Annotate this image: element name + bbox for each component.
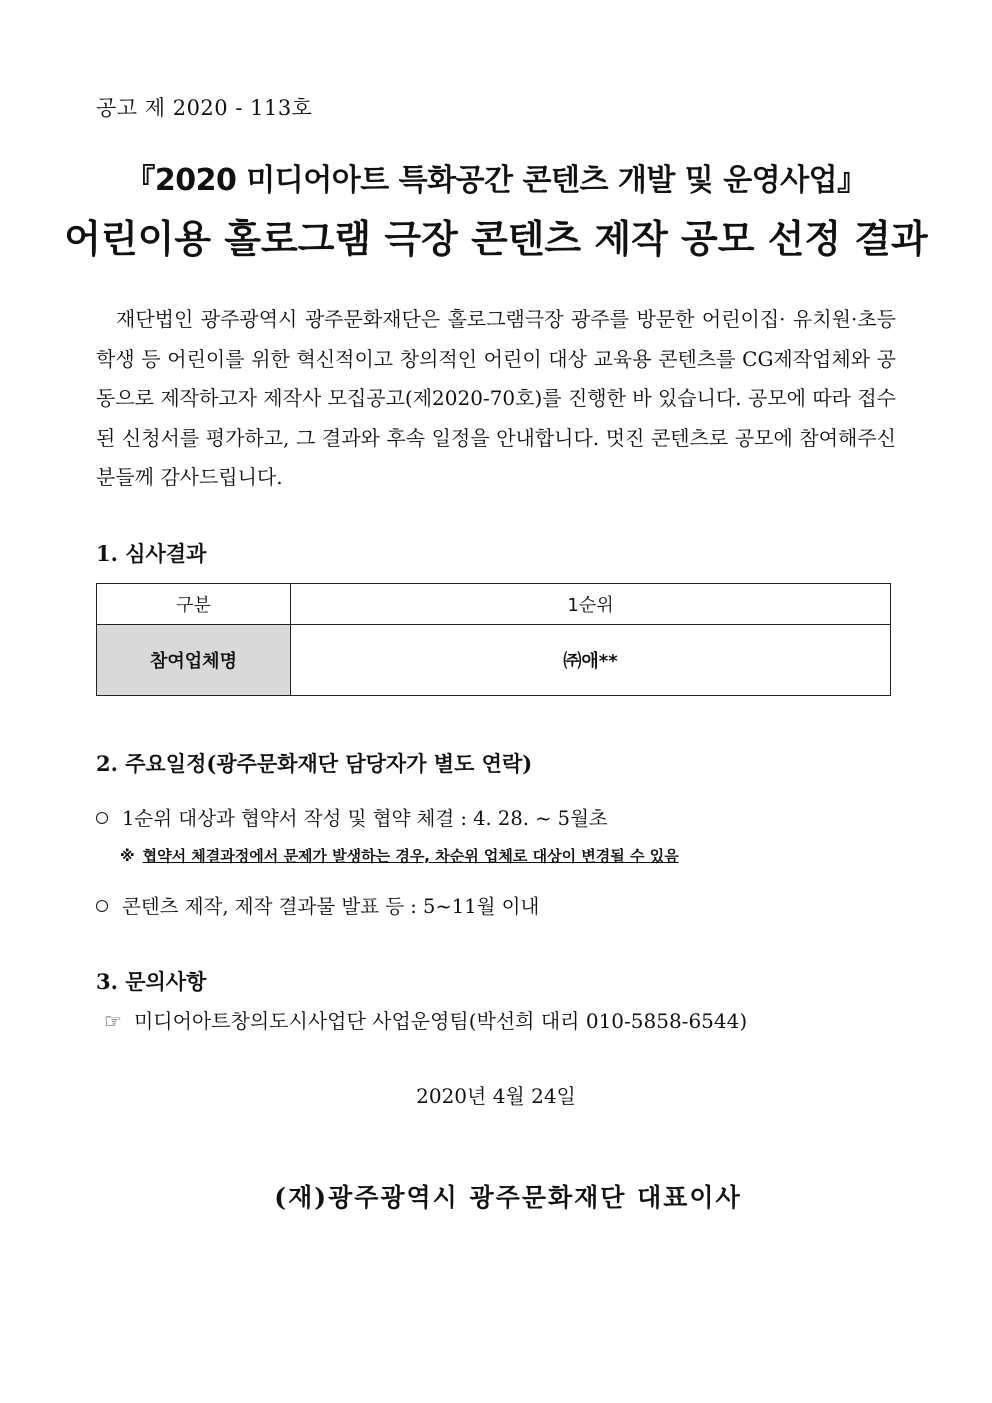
title-line-2: 어린이용 홀로그램 극장 콘텐츠 제작 공모 선정 결과 [64,217,928,261]
table-row [97,625,891,696]
circle-bullet-icon [96,812,108,824]
contact-text: 미디어아트창의도시사업단 사업운영팀(박선희 대리 010-5858-6544) [133,1009,748,1033]
pointing-hand-icon: ☞ [104,1009,122,1033]
schedule-item-1 [96,803,608,831]
issuer-signature: (재)광주광역시 광주문화재단 대표이사 [274,1183,742,1212]
schedule-note [120,845,679,866]
table-header-category: 구분 [97,584,291,625]
circle-bullet-icon [96,900,108,912]
schedule-note-text: 협약서 체결과정에서 문제가 발생하는 경우, 차순위 업체로 대상이 변경될 수 있음 [142,847,679,865]
table-cell-company-label: 참여업체명 [97,625,291,696]
section-1-heading: 1. 심사결과 [96,541,207,566]
notice-number: 공고 제 2020 - 113호 [96,96,313,120]
document-date: 2020년 4월 24일 [416,1084,576,1108]
schedule-item-2-text: 콘텐츠 제작, 제작 결과물 발표 등 : 5~11월 이내 [122,895,540,918]
section-3-heading: 3. 문의사항 [96,969,207,994]
result-table [96,583,891,696]
table-header-rank: 1순위 [291,584,891,625]
section-2-heading: 2. 주요일정(광주문화재단 담당자가 별도 연락) [96,751,533,776]
title-line-1: 『2020 미디어아트 특화공간 콘텐츠 개발 및 운영사업』 [125,163,867,198]
table-cell-company-name: ㈜애** [291,625,891,696]
intro-paragraph: 재단법인 광주광역시 광주문화재단은 홀로그램극장 광주를 방문한 어린이집· 유치원·초등학생 등 어린이를 위한 혁신적이고 창의적인 어린이 대상 교육용 콘텐츠를 CG제작업체와 공동으로 제작하고자 제작사 모집공고(제2020-70호)를 진행한 바 있습니다. 공모에 따라 접수된 신청서를 평가하고, 그 결과와 후속 일정을 안내합니다. 멋진 콘텐츠로 공모에 참여해주신 분들께 감사드립니다. [96,307,896,489]
reference-mark-icon: ※ [120,847,135,865]
table-header-row [97,584,891,625]
schedule-item-1-text: 1순위 대상과 협약서 작성 및 협약 체결 : 4. 28. ~ 5월초 [122,807,608,830]
contact-line [104,1005,747,1034]
schedule-item-2 [96,891,539,919]
